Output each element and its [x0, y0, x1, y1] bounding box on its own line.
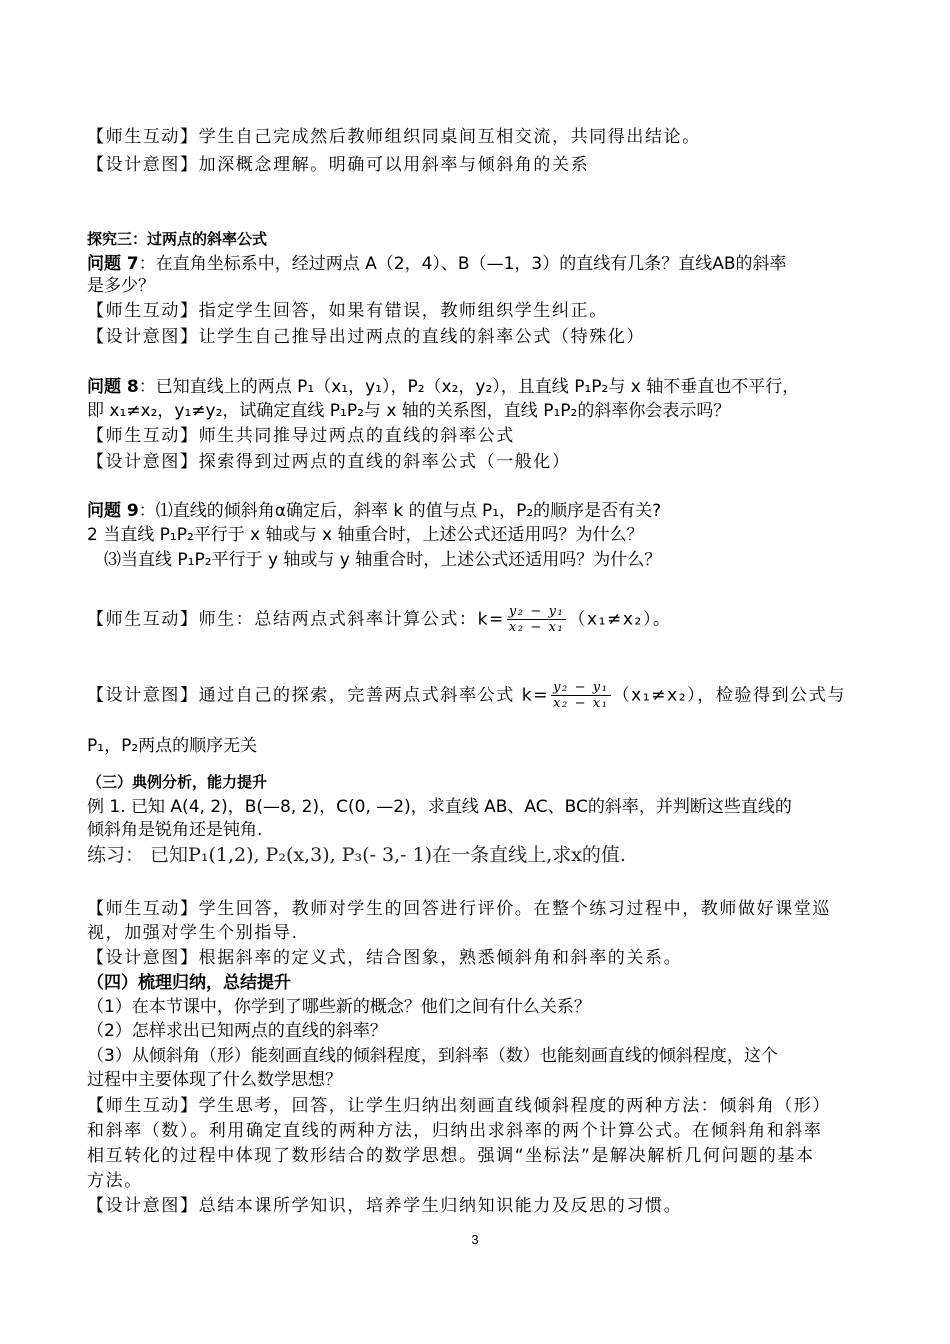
teacher-student-interaction-1: 【师生互动】学生自己完成然后教师组织同桌间互相交流，共同得出结论。: [87, 127, 701, 147]
slope-formula-numerator: y₂ − y₁: [508, 604, 565, 619]
practice-problem: 练习： 已知P₁(1,2), P₂(x,3), P₃(- 3,- 1)在一条直线上,求x的值.: [87, 844, 626, 866]
teacher-student-interaction-6: 【师生互动】学生思考，回答，让学生归纳出刻画直线倾斜程度的两种方法：倾斜角（形）: [87, 1096, 831, 1116]
question-9: [87, 500, 661, 522]
design-intent-4-condition: （x₁≠x₂），检验得到公式与: [612, 685, 847, 706]
question-9-text: ：⑴直线的倾斜角α确定后，斜率 k 的值与点 P₁，P₂的顺序是否有关?: [138, 501, 662, 521]
teacher-student-interaction-6-line-4: 方法。: [87, 1171, 143, 1191]
design-intent-4-text: 【设计意图】通过自己的探索，完善两点式斜率公式 k=: [87, 685, 550, 706]
teacher-student-interaction-3: 【师生互动】师生共同推导过两点的直线的斜率公式: [87, 426, 515, 446]
example-1: 例 1. 已知 A(4, 2)，B(—8, 2)，C(0, —2)，求直线 AB、AC、BC的斜率，并判断这些直线的: [87, 797, 792, 817]
slope-formula-numerator-2: y₂ − y₁: [553, 680, 609, 695]
page-number: 3: [471, 1232, 479, 1247]
section-heading-examples: （三）典例分析，能力提升: [87, 773, 268, 791]
slope-formula-denominator-2: x₂ − x₁: [553, 696, 609, 711]
teacher-student-interaction-5-continued: 视，加强对学生个别指导.: [87, 923, 299, 943]
question-7-label: 问题 7: [87, 254, 139, 274]
section-heading-summary: （四）梳理归纳，总结提升: [87, 973, 291, 993]
design-intent-5: 【设计意图】根据斜率的定义式，结合图象，熟悉倾斜角和斜率的关系。: [87, 948, 683, 968]
slope-formula-denominator: x₂ − x₁: [508, 620, 565, 635]
design-intent-6: 【设计意图】总结本课所学知识，培养学生归纳知识能力及反思的习惯。: [87, 1196, 683, 1216]
question-7-continued: 是多少？: [87, 276, 155, 296]
question-8-label: 问题 8: [87, 377, 139, 397]
question-7: [87, 253, 787, 275]
question-8: [87, 376, 799, 398]
interaction-4-text: 【师生互动】师生：总结两点式斜率计算公式：k=: [87, 609, 505, 630]
summary-question-1: （1）在本节课中，你学到了哪些新的概念？他们之间有什么关系？: [87, 997, 591, 1017]
summary-question-2: （2）怎样求出已知两点的直线的斜率？: [87, 1021, 387, 1041]
teacher-student-interaction-6-line-2: 和斜率（数）。利用确定直线的两种方法，归纳出求斜率的两个计算公式。在倾斜角和斜率: [87, 1121, 823, 1141]
example-1-continued: 倾斜角是锐角还是钝角.: [87, 820, 263, 840]
teacher-student-interaction-5: 【师生互动】学生回答，教师对学生的回答进行评价。在整个练习过程中，教师做好课堂巡: [87, 899, 831, 919]
question-9-part-2: 2 当直线 P₁P₂平行于 x 轴或与 x 轴重合时，上述公式还适用吗？为什么？: [87, 525, 644, 545]
design-intent-2: 【设计意图】让学生自己推导出过两点的直线的斜率公式（特殊化）: [87, 327, 645, 347]
design-intent-3: 【设计意图】探索得到过两点的直线的斜率公式（一般化）: [87, 452, 571, 472]
summary-question-3-continued: 过程中主要体现了什么数学思想？: [87, 1070, 342, 1090]
design-intent-4: [87, 680, 846, 711]
interaction-4-condition: （x₁≠x₂）。: [568, 609, 672, 630]
teacher-student-interaction-6-line-3: 相互转化的过程中体现了数形结合的数学思想。强调“坐标法”是解决解析几何问题的基本: [87, 1146, 815, 1166]
slope-formula-fraction: [507, 604, 566, 635]
design-intent-1: 【设计意图】加深概念理解。明确可以用斜率与倾斜角的关系: [87, 155, 590, 175]
section-heading-explore-three: 探究三：过两点的斜率公式: [87, 230, 268, 248]
question-8-text: ：已知直线上的两点 P₁（x₁，y₁），P₂（x₂，y₂），且直线 P₁P₂与 x 轴不垂直也不平行，: [138, 377, 800, 397]
teacher-student-interaction-4: [87, 604, 672, 635]
summary-question-3: （3）从倾斜角（形）能刻画直线的倾斜程度，到斜率（数）也能刻画直线的倾斜程度，这个: [87, 1046, 778, 1066]
question-9-part-3: ⑶当直线 P₁P₂平行于 y 轴或与 y 轴重合时，上述公式还适用吗？为什么？: [104, 550, 662, 570]
question-9-label: 问题 9: [87, 501, 139, 521]
teacher-student-interaction-2: 【师生互动】指定学生回答，如果有错误，教师组织学生纠正。: [87, 301, 608, 321]
slope-formula-fraction-2: [551, 680, 610, 711]
question-8-continued: 即 x₁≠x₂，y₁≠y₂，试确定直线 P₁P₂与 x 轴的关系图，直线 P₁P₂的斜率你会表示吗？: [87, 401, 731, 421]
design-intent-4-continued: P₁，P₂两点的顺序无关: [87, 736, 258, 756]
question-7-text: ：在直角坐标系中，经过两点 A（2，4）、B（—1，3）的直线有几条？直线AB的斜率: [138, 254, 787, 274]
